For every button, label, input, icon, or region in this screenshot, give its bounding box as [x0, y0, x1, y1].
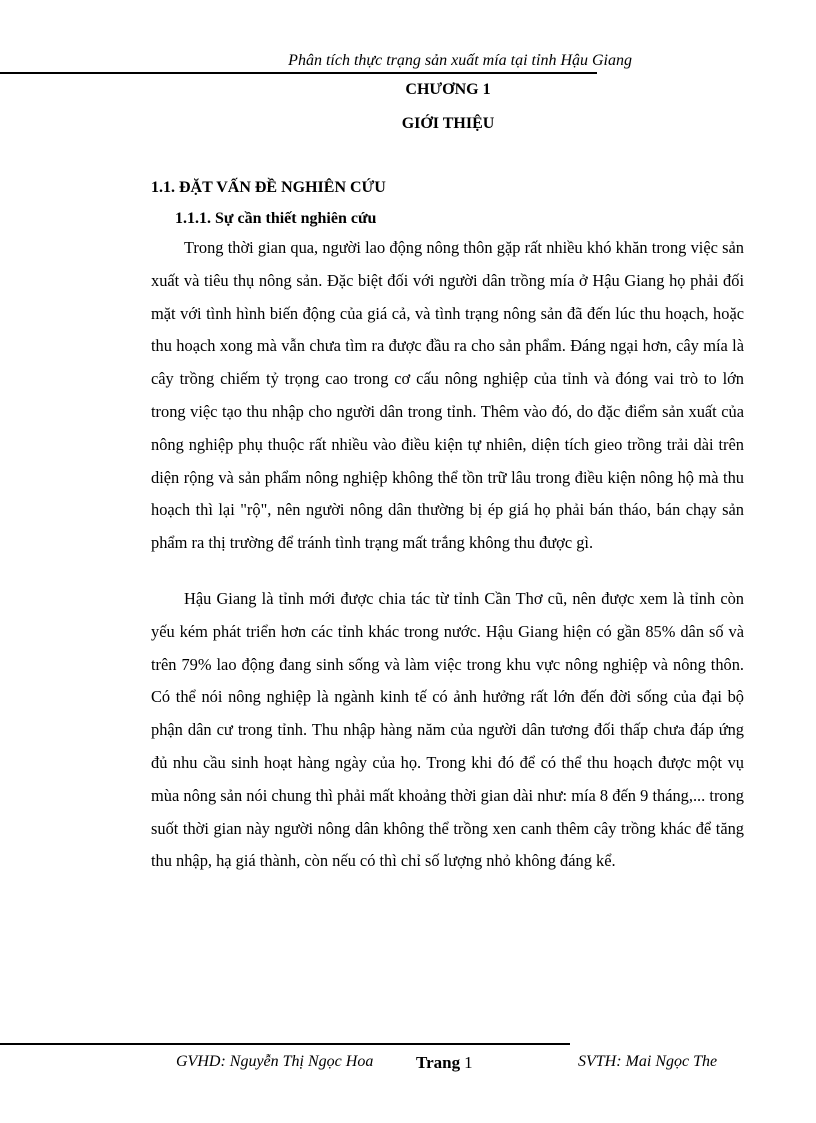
page-label: Trang [416, 1053, 461, 1072]
footer-page-number [416, 1053, 473, 1073]
chapter-number: CHƯƠNG 1 [405, 81, 491, 98]
running-header: Phân tích thực trạng sản xuất mía tại tỉnh Hậu Giang [288, 52, 632, 69]
footer-rule [0, 1043, 570, 1045]
chapter-title: GIỚI THIỆU [401, 115, 495, 132]
section-heading: 1.1. ĐẶT VẤN ĐỀ NGHIÊN CỨU [151, 179, 386, 196]
page-number: 1 [464, 1053, 473, 1072]
body-paragraph: Trong thời gian qua, người lao động nông thôn gặp rất nhiều khó khăn trong việc sản xuất và tiêu thụ nông sản. Đặc biệt đối với người dân trồng mía ở Hậu Giang họ phải đối mặt với tình hình biến động của giá cả, và tình trạng nông sản đã đến lúc thu hoạch, hoặc thu hoạch xong mà vẫn chưa tìm ra được đầu ra cho sản phẩm. Đáng ngại hơn, cây mía là cây trồng chiếm tỷ trọng cao trong cơ cấu nông nghiệp của tỉnh và đóng vai trò to lớn trong việc tạo thu nhập cho người dân trong tỉnh. Thêm vào đó, do đặc điểm sản xuất của nông nghiệp phụ thuộc rất nhiều vào điều kiện tự nhiên, diện tích gieo trồng trải dài trên diện rộng và sản phẩm nông nghiệp không thể tồn trữ lâu trong điều kiện nông hộ mà thu hoạch thì lại "rộ", nên người nông dân thường bị ép giá họ phải bán tháo, bán chạy sản phẩm ra thị trường để tránh tình trạng mất trắng không thu được gì. [151, 238, 744, 553]
body-paragraph: Hậu Giang là tỉnh mới được chia tác từ tỉnh Cần Thơ cũ, nên được xem là tỉnh còn yếu kém phát triển hơn các tỉnh khác trong nước. Hậu Giang hiện có gần 85% dân số và trên 79% lao động đang sinh sống và làm việc trong khu vực nông nghiệp và nông thôn. Có thể nói nông nghiệp là ngành kinh tế có ảnh hưởng rất lớn đến đời sống của đại bộ phận dân cư trong tỉnh. Thu nhập hàng năm của người dân tương đối thấp chưa đáp ứng đủ nhu cầu sinh hoạt hàng ngày của họ. Trong khi đó để có thể thu hoạch được một vụ mùa nông sản nói chung thì phải mất khoảng thời gian dài như: mía 8 đến 9 tháng,... trong suốt thời gian này người nông dân không thể trồng xen canh thêm cây trồng khác để tăng thu nhập, hạ giá thành, còn nếu có thì chỉ số lượng nhỏ không đáng kể. [151, 589, 744, 871]
subsection-heading: 1.1.1. Sự cần thiết nghiên cứu [175, 210, 377, 227]
footer-student: SVTH: Mai Ngọc The [578, 1053, 718, 1070]
footer-advisor: GVHD: Nguyễn Thị Ngọc Hoa [176, 1053, 374, 1070]
header-rule [0, 72, 597, 74]
